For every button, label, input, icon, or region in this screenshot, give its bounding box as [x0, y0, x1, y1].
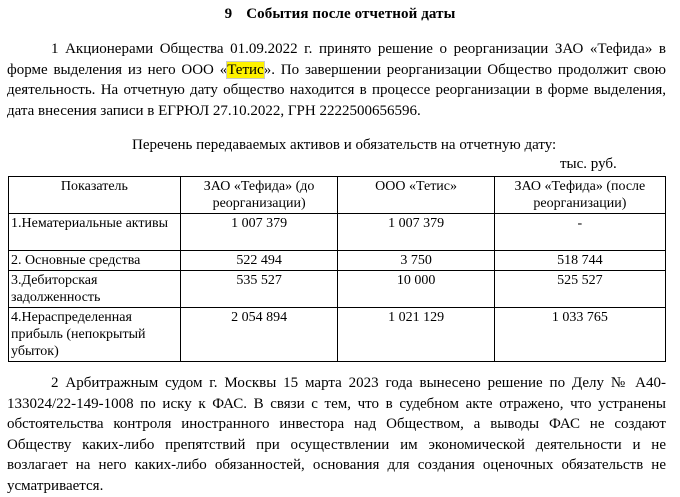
- row-value: 1 007 379: [338, 214, 494, 251]
- highlighted-word[interactable]: Тетис: [227, 61, 264, 78]
- table-row: [9, 214, 666, 251]
- table-row: [9, 271, 666, 308]
- header-indicator: Показатель: [9, 177, 181, 214]
- row-value: 535 527: [180, 271, 338, 308]
- table-header-row: [9, 177, 666, 214]
- units-label: тыс. руб.: [560, 156, 617, 172]
- paragraph1-text-before: 1 Акционерами Общества 01.09.2022 г. принято решение о реорганизации ЗАО «Тефида» в форме выделения из него ООО «: [7, 41, 666, 78]
- row-value: 1 033 765: [494, 308, 665, 362]
- assets-table: [8, 176, 666, 362]
- row-value: 10 000: [338, 271, 494, 308]
- header-tefida-before: ЗАО «Тефида» (до реорганизации): [180, 177, 338, 214]
- row-value: -: [494, 214, 665, 251]
- row-label: 1.Нематериальные активы: [9, 214, 181, 251]
- row-value: 518 744: [494, 251, 665, 271]
- table-row: [9, 308, 666, 362]
- assets-list-title: Перечень передаваемых активов и обязательств на отчетную дату:: [132, 137, 557, 153]
- row-value: 1 007 379: [180, 214, 338, 251]
- section-number: 9: [224, 6, 233, 22]
- paragraph2-text: 2 Арбитражным судом г. Москвы 15 марта 2023 года вынесено решение по Делу № А40-133024/22-149-1008 по иску к ФАС. В связи с тем, что в судебном акте отражено, что устранены обстоятельства контроля иностранного инвестора над Обществом, а выводы ФАС не создают Обществу каких-либо препятствий при осуществлении им экономической деятельности и не возлагает на него каких-либо обязанностей, основания для создания оценочных обязательств не усматривается.: [7, 375, 666, 494]
- row-label: 4.Нераспределенная прибыль (непокрытый убыток): [9, 308, 181, 362]
- row-value: 522 494: [180, 251, 338, 271]
- row-value: 1 021 129: [338, 308, 494, 362]
- row-label: 3.Дебиторская задолженность: [9, 271, 181, 308]
- row-value: 2 054 894: [180, 308, 338, 362]
- section-heading: [0, 6, 680, 23]
- header-tefida-after: ЗАО «Тефида» (после реорганизации): [494, 177, 665, 214]
- row-label: 2. Основные средства: [9, 251, 181, 271]
- paragraph-court-decision: [7, 373, 666, 496]
- section-title: События после отчетной даты: [246, 6, 456, 22]
- header-tetis: ООО «Тетис»: [338, 177, 494, 214]
- paragraph-reorganization: [7, 39, 666, 121]
- row-value: 525 527: [494, 271, 665, 308]
- row-value: 3 750: [338, 251, 494, 271]
- paragraph1-text-after: ». По завершении реорганизации Общество продолжит свою деятельность. На отчетную дату общество находится в процессе реорганизации в форме выделения, дата внесения записи в ЕГРЮЛ 27.10.2022, ГРН 2222500656596.: [7, 61, 666, 119]
- table-row: [9, 251, 666, 271]
